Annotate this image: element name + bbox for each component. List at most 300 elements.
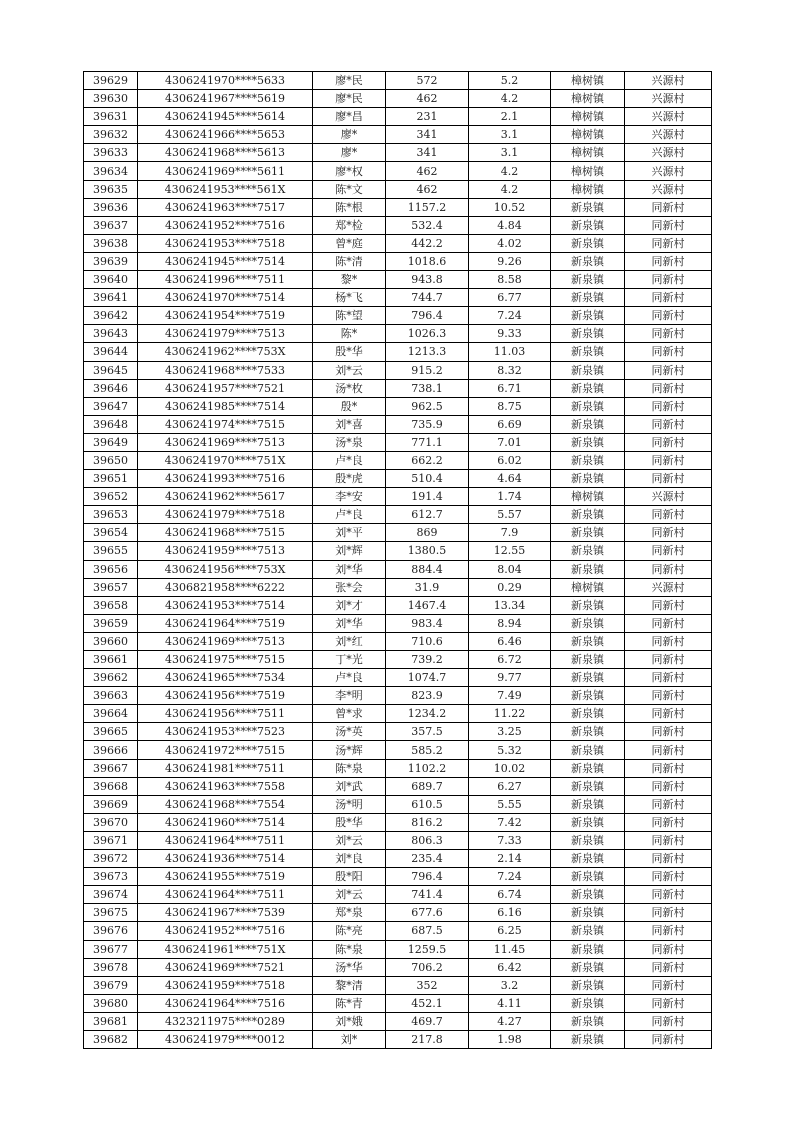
village-name-cell: 同新村 [625,795,712,813]
town-name-cell: 新泉镇 [551,705,625,723]
person-name-cell: 卢*良 [313,669,386,687]
town-name-cell: 新泉镇 [551,669,625,687]
table-row [84,361,712,379]
village-name-cell: 同新村 [625,886,712,904]
table-row [84,470,712,488]
area-value-cell: 462 [386,180,469,198]
town-name-cell: 新泉镇 [551,813,625,831]
amount-value-cell: 8.75 [469,397,551,415]
id-number-cell: 4306241968****7554 [138,795,313,813]
area-value-cell: 796.4 [386,868,469,886]
town-name-cell: 新泉镇 [551,976,625,994]
village-name-cell: 兴源村 [625,578,712,596]
record-number-cell: 39671 [84,831,138,849]
person-name-cell: 陈* [313,325,386,343]
amount-value-cell: 6.16 [469,904,551,922]
town-name-cell: 新泉镇 [551,759,625,777]
village-name-cell: 同新村 [625,524,712,542]
person-name-cell: 廖* [313,126,386,144]
table-row [84,651,712,669]
area-value-cell: 739.2 [386,651,469,669]
record-number-cell: 39674 [84,886,138,904]
area-value-cell: 915.2 [386,361,469,379]
table-row [84,886,712,904]
village-name-cell: 同新村 [625,506,712,524]
amount-value-cell: 8.58 [469,271,551,289]
town-name-cell: 新泉镇 [551,542,625,560]
table-row [84,271,712,289]
town-name-cell: 樟树镇 [551,72,625,90]
id-number-cell: 4306241956****753X [138,560,313,578]
village-name-cell: 兴源村 [625,108,712,126]
table-row [84,1030,712,1048]
town-name-cell: 新泉镇 [551,1030,625,1048]
amount-value-cell: 10.02 [469,759,551,777]
area-value-cell: 962.5 [386,397,469,415]
person-name-cell: 黎*清 [313,976,386,994]
village-name-cell: 同新村 [625,723,712,741]
amount-value-cell: 1.74 [469,488,551,506]
person-name-cell: 殷*阳 [313,868,386,886]
id-number-cell: 4306241996****7511 [138,271,313,289]
town-name-cell: 新泉镇 [551,216,625,234]
village-name-cell: 同新村 [625,651,712,669]
table-row [84,397,712,415]
town-name-cell: 新泉镇 [551,922,625,940]
record-number-cell: 39668 [84,777,138,795]
amount-value-cell: 4.2 [469,162,551,180]
village-name-cell: 同新村 [625,705,712,723]
person-name-cell: 丁*光 [313,651,386,669]
amount-value-cell: 7.9 [469,524,551,542]
record-number-cell: 39634 [84,162,138,180]
area-value-cell: 462 [386,162,469,180]
amount-value-cell: 0.29 [469,578,551,596]
area-value-cell: 744.7 [386,289,469,307]
village-name-cell: 同新村 [625,1012,712,1030]
area-value-cell: 1018.6 [386,252,469,270]
person-name-cell: 汤*华 [313,958,386,976]
village-name-cell: 同新村 [625,596,712,614]
area-value-cell: 869 [386,524,469,542]
record-number-cell: 39675 [84,904,138,922]
record-number-cell: 39637 [84,216,138,234]
id-number-cell: 4306241952****7516 [138,922,313,940]
person-name-cell: 陈*文 [313,180,386,198]
table-row [84,524,712,542]
id-number-cell: 4306241979****0012 [138,1030,313,1048]
table-row [84,850,712,868]
village-name-cell: 同新村 [625,777,712,795]
table-row [84,976,712,994]
village-name-cell: 同新村 [625,325,712,343]
table-row [84,705,712,723]
table-row [84,958,712,976]
person-name-cell: 曾*庭 [313,234,386,252]
village-name-cell: 同新村 [625,271,712,289]
town-name-cell: 新泉镇 [551,850,625,868]
area-value-cell: 1074.7 [386,669,469,687]
area-value-cell: 706.2 [386,958,469,976]
village-name-cell: 同新村 [625,542,712,560]
record-number-cell: 39633 [84,144,138,162]
table-row [84,614,712,632]
record-number-cell: 39677 [84,940,138,958]
id-number-cell: 4306241968****5613 [138,144,313,162]
area-value-cell: 610.5 [386,795,469,813]
amount-value-cell: 4.2 [469,180,551,198]
area-value-cell: 741.4 [386,886,469,904]
area-value-cell: 710.6 [386,632,469,650]
town-name-cell: 新泉镇 [551,632,625,650]
town-name-cell: 新泉镇 [551,325,625,343]
area-value-cell: 806.3 [386,831,469,849]
person-name-cell: 殷*虎 [313,470,386,488]
table-row [84,433,712,451]
town-name-cell: 樟树镇 [551,144,625,162]
record-number-cell: 39645 [84,361,138,379]
town-name-cell: 新泉镇 [551,433,625,451]
record-number-cell: 39657 [84,578,138,596]
record-number-cell: 39644 [84,343,138,361]
record-number-cell: 39654 [84,524,138,542]
id-number-cell: 4306241959****7518 [138,976,313,994]
record-number-cell: 39664 [84,705,138,723]
town-name-cell: 新泉镇 [551,289,625,307]
town-name-cell: 新泉镇 [551,651,625,669]
area-value-cell: 1467.4 [386,596,469,614]
amount-value-cell: 6.77 [469,289,551,307]
table-row [84,904,712,922]
person-name-cell: 汤*枚 [313,379,386,397]
village-name-cell: 同新村 [625,759,712,777]
person-name-cell: 廖*昌 [313,108,386,126]
table-row [84,922,712,940]
table-row [84,162,712,180]
person-name-cell: 陈*清 [313,252,386,270]
town-name-cell: 新泉镇 [551,307,625,325]
village-name-cell: 同新村 [625,940,712,958]
person-name-cell: 刘*云 [313,831,386,849]
person-name-cell: 曾*求 [313,705,386,723]
amount-value-cell: 7.24 [469,868,551,886]
town-name-cell: 新泉镇 [551,795,625,813]
town-name-cell: 新泉镇 [551,252,625,270]
amount-value-cell: 8.32 [469,361,551,379]
village-name-cell: 同新村 [625,958,712,976]
table-row [84,596,712,614]
area-value-cell: 1380.5 [386,542,469,560]
record-number-cell: 39669 [84,795,138,813]
village-name-cell: 同新村 [625,397,712,415]
table-row [84,994,712,1012]
area-value-cell: 612.7 [386,506,469,524]
town-name-cell: 新泉镇 [551,451,625,469]
person-name-cell: 汤*明 [313,795,386,813]
id-number-cell: 4306241953****7514 [138,596,313,614]
town-name-cell: 新泉镇 [551,596,625,614]
table-row [84,415,712,433]
town-name-cell: 樟树镇 [551,488,625,506]
person-name-cell: 刘*云 [313,886,386,904]
id-number-cell: 4306241969****5611 [138,162,313,180]
record-number-cell: 39678 [84,958,138,976]
amount-value-cell: 13.34 [469,596,551,614]
record-number-cell: 39667 [84,759,138,777]
record-number-cell: 39650 [84,451,138,469]
record-number-cell: 39653 [84,506,138,524]
town-name-cell: 樟树镇 [551,180,625,198]
person-name-cell: 郑*泉 [313,904,386,922]
town-name-cell: 樟树镇 [551,126,625,144]
amount-value-cell: 8.04 [469,560,551,578]
id-number-cell: 4306241964****7511 [138,886,313,904]
id-number-cell: 4306241955****7519 [138,868,313,886]
table-row [84,289,712,307]
amount-value-cell: 10.52 [469,198,551,216]
town-name-cell: 新泉镇 [551,560,625,578]
id-number-cell: 4306241956****7519 [138,687,313,705]
record-number-cell: 39665 [84,723,138,741]
id-number-cell: 4306241953****561X [138,180,313,198]
village-name-cell: 同新村 [625,252,712,270]
id-number-cell: 4306241970****751X [138,451,313,469]
person-name-cell: 卢*良 [313,451,386,469]
record-number-cell: 39630 [84,90,138,108]
table-row [84,379,712,397]
amount-value-cell: 6.69 [469,415,551,433]
id-number-cell: 4306821958****6222 [138,578,313,596]
amount-value-cell: 12.55 [469,542,551,560]
record-number-cell: 39660 [84,632,138,650]
town-name-cell: 新泉镇 [551,958,625,976]
table-row [84,831,712,849]
town-name-cell: 新泉镇 [551,1012,625,1030]
record-number-cell: 39648 [84,415,138,433]
amount-value-cell: 6.74 [469,886,551,904]
area-value-cell: 1102.2 [386,759,469,777]
person-name-cell: 廖* [313,144,386,162]
record-number-cell: 39658 [84,596,138,614]
table-row [84,90,712,108]
id-number-cell: 4306241965****7534 [138,669,313,687]
table-row [84,506,712,524]
village-name-cell: 同新村 [625,687,712,705]
village-name-cell: 同新村 [625,379,712,397]
record-number-cell: 39662 [84,669,138,687]
amount-value-cell: 1.98 [469,1030,551,1048]
person-name-cell: 刘*良 [313,850,386,868]
id-number-cell: 4306241993****7516 [138,470,313,488]
record-number-cell: 39666 [84,741,138,759]
village-name-cell: 同新村 [625,234,712,252]
area-value-cell: 341 [386,126,469,144]
village-name-cell: 同新村 [625,198,712,216]
amount-value-cell: 5.55 [469,795,551,813]
area-value-cell: 341 [386,144,469,162]
village-name-cell: 同新村 [625,433,712,451]
id-number-cell: 4306241957****7521 [138,379,313,397]
person-name-cell: 廖*民 [313,90,386,108]
area-value-cell: 884.4 [386,560,469,578]
area-value-cell: 572 [386,72,469,90]
person-name-cell: 刘* [313,1030,386,1048]
village-name-cell: 兴源村 [625,488,712,506]
village-name-cell: 同新村 [625,289,712,307]
record-number-cell: 39631 [84,108,138,126]
person-name-cell: 汤*泉 [313,433,386,451]
amount-value-cell: 7.24 [469,307,551,325]
record-number-cell: 39649 [84,433,138,451]
record-number-cell: 39641 [84,289,138,307]
id-number-cell: 4306241969****7521 [138,958,313,976]
record-number-cell: 39661 [84,651,138,669]
amount-value-cell: 6.46 [469,632,551,650]
amount-value-cell: 3.1 [469,126,551,144]
village-name-cell: 兴源村 [625,72,712,90]
town-name-cell: 新泉镇 [551,904,625,922]
table-row [84,325,712,343]
area-value-cell: 532.4 [386,216,469,234]
table-row [84,216,712,234]
id-number-cell: 4306241964****7511 [138,831,313,849]
person-name-cell: 李*安 [313,488,386,506]
table-row [84,741,712,759]
area-value-cell: 442.2 [386,234,469,252]
id-number-cell: 4306241962****753X [138,343,313,361]
id-number-cell: 4306241985****7514 [138,397,313,415]
person-name-cell: 廖*权 [313,162,386,180]
records-table-body [84,72,712,1049]
town-name-cell: 新泉镇 [551,831,625,849]
id-number-cell: 4306241975****7515 [138,651,313,669]
id-number-cell: 4306241956****7511 [138,705,313,723]
village-name-cell: 兴源村 [625,126,712,144]
record-number-cell: 39636 [84,198,138,216]
area-value-cell: 510.4 [386,470,469,488]
town-name-cell: 新泉镇 [551,524,625,542]
village-name-cell: 同新村 [625,1030,712,1048]
table-row [84,795,712,813]
table-row [84,560,712,578]
id-number-cell: 4323211975****0289 [138,1012,313,1030]
amount-value-cell: 4.27 [469,1012,551,1030]
village-name-cell: 同新村 [625,831,712,849]
id-number-cell: 4306241981****7511 [138,759,313,777]
person-name-cell: 刘*平 [313,524,386,542]
area-value-cell: 943.8 [386,271,469,289]
person-name-cell: 杨*飞 [313,289,386,307]
table-row [84,126,712,144]
person-name-cell: 李*明 [313,687,386,705]
village-name-cell: 同新村 [625,741,712,759]
village-name-cell: 同新村 [625,614,712,632]
amount-value-cell: 4.64 [469,470,551,488]
table-row [84,687,712,705]
person-name-cell: 刘*武 [313,777,386,795]
town-name-cell: 樟树镇 [551,90,625,108]
area-value-cell: 1157.2 [386,198,469,216]
village-name-cell: 同新村 [625,451,712,469]
area-value-cell: 796.4 [386,307,469,325]
amount-value-cell: 11.22 [469,705,551,723]
town-name-cell: 新泉镇 [551,777,625,795]
amount-value-cell: 6.72 [469,651,551,669]
person-name-cell: 刘*华 [313,560,386,578]
town-name-cell: 新泉镇 [551,234,625,252]
amount-value-cell: 11.03 [469,343,551,361]
record-number-cell: 39639 [84,252,138,270]
record-number-cell: 39659 [84,614,138,632]
person-name-cell: 郑*检 [313,216,386,234]
area-value-cell: 687.5 [386,922,469,940]
amount-value-cell: 9.77 [469,669,551,687]
village-name-cell: 兴源村 [625,144,712,162]
amount-value-cell: 5.2 [469,72,551,90]
person-name-cell: 陈*亮 [313,922,386,940]
town-name-cell: 新泉镇 [551,415,625,433]
village-name-cell: 同新村 [625,813,712,831]
area-value-cell: 235.4 [386,850,469,868]
village-name-cell: 同新村 [625,216,712,234]
id-number-cell: 4306241945****5614 [138,108,313,126]
town-name-cell: 新泉镇 [551,379,625,397]
table-row [84,252,712,270]
village-name-cell: 同新村 [625,470,712,488]
record-number-cell: 39682 [84,1030,138,1048]
area-value-cell: 677.6 [386,904,469,922]
village-name-cell: 同新村 [625,904,712,922]
area-value-cell: 217.8 [386,1030,469,1048]
amount-value-cell: 9.26 [469,252,551,270]
person-name-cell: 殷* [313,397,386,415]
person-name-cell: 刘*辉 [313,542,386,560]
amount-value-cell: 8.94 [469,614,551,632]
id-number-cell: 4306241972****7515 [138,741,313,759]
record-number-cell: 39646 [84,379,138,397]
table-row [84,1012,712,1030]
area-value-cell: 1259.5 [386,940,469,958]
amount-value-cell: 6.42 [469,958,551,976]
village-name-cell: 同新村 [625,850,712,868]
person-name-cell: 卢*良 [313,506,386,524]
amount-value-cell: 2.14 [469,850,551,868]
person-name-cell: 陈*泉 [313,759,386,777]
area-value-cell: 31.9 [386,578,469,596]
id-number-cell: 4306241970****5633 [138,72,313,90]
amount-value-cell: 5.57 [469,506,551,524]
village-name-cell: 同新村 [625,307,712,325]
village-name-cell: 兴源村 [625,180,712,198]
table-row [84,72,712,90]
area-value-cell: 585.2 [386,741,469,759]
table-row [84,234,712,252]
amount-value-cell: 3.25 [469,723,551,741]
person-name-cell: 汤*辉 [313,741,386,759]
table-row [84,542,712,560]
id-number-cell: 4306241959****7513 [138,542,313,560]
area-value-cell: 352 [386,976,469,994]
amount-value-cell: 7.01 [469,433,551,451]
id-number-cell: 4306241967****7539 [138,904,313,922]
table-row [84,759,712,777]
amount-value-cell: 11.45 [469,940,551,958]
table-row [84,488,712,506]
amount-value-cell: 7.42 [469,813,551,831]
record-number-cell: 39663 [84,687,138,705]
record-number-cell: 39670 [84,813,138,831]
table-row [84,813,712,831]
